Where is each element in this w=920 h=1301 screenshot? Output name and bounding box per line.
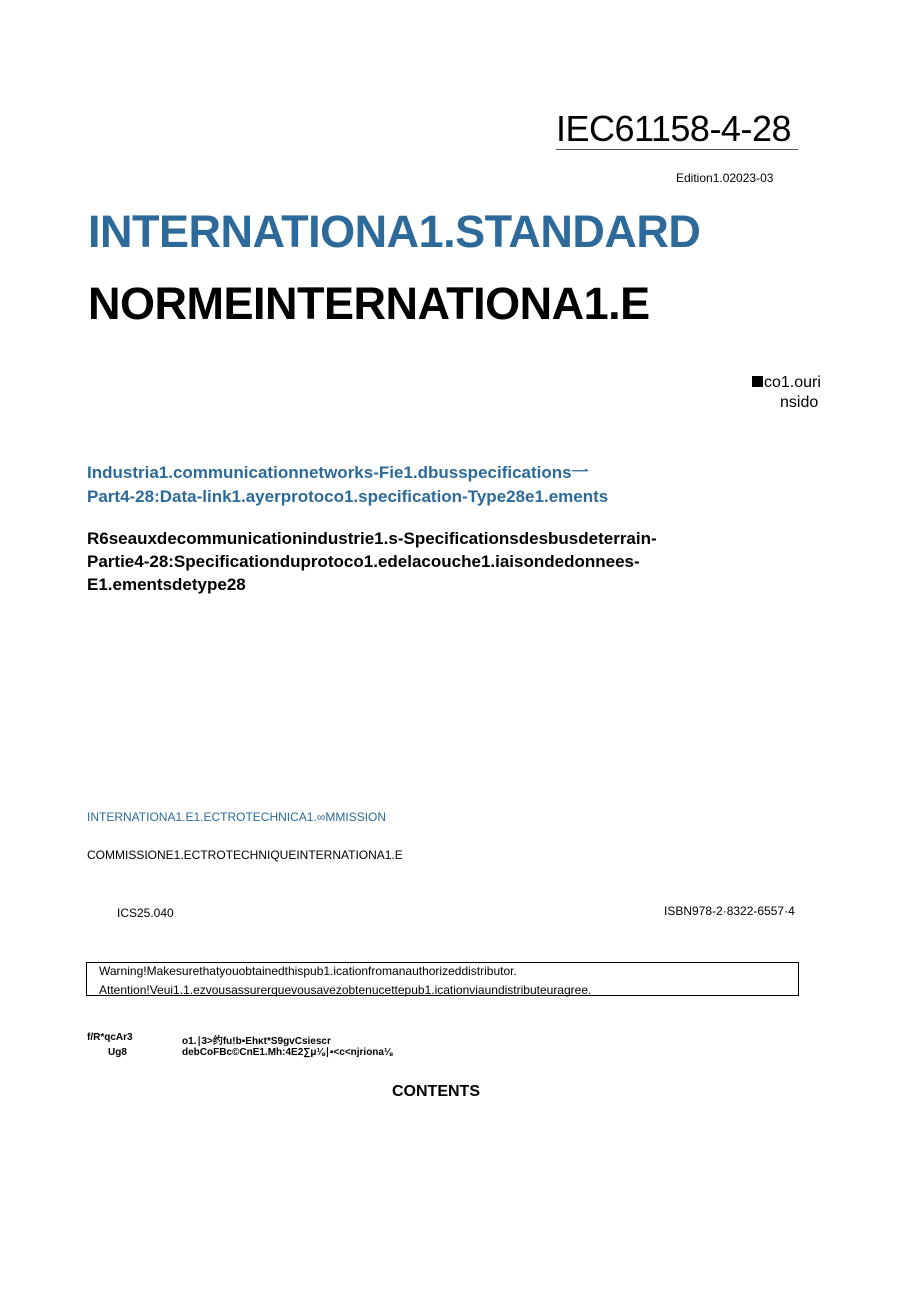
- description-english-line1: Industria1.communicationnetworks-Fie1.dbusspecifications一: [87, 463, 589, 482]
- meta-row1-right: o1.∣3>约fu!b▪Ehκt*S9gvCsiescr: [182, 1036, 331, 1047]
- description-french: [87, 527, 657, 596]
- description-french-line1: R6seauxdecommunicationindustrie1.s-Specificationsdesbusdeterrain-: [87, 529, 657, 548]
- organization-french: COMMISSIONE1.ECTROTECHNIQUEINTERNATIONA1.E: [87, 848, 403, 862]
- meta-row1-left: f/R*qcAr3: [87, 1032, 133, 1043]
- document-number-underline: [556, 149, 798, 150]
- description-english: [87, 461, 608, 509]
- distributor-warning-box: [86, 962, 799, 996]
- warning-french: Attention!Veui1.1.ezvousassurerquevousavezobtenucettepub1.icationviaundistributeuragree.: [99, 983, 592, 997]
- colour-badge-line2: nsido: [780, 394, 819, 409]
- isbn-code: ISBN978-2·8322-6557·4: [664, 904, 795, 918]
- ics-code: ICS25.040: [117, 906, 174, 920]
- meta-row2-left: Ug8: [108, 1047, 127, 1058]
- title-french: NORMEINTERNATIONA1.E: [88, 278, 650, 329]
- description-french-line2: Partie4-28:Specificationduprotoco1.edelacouche1.iaisondedonnees-: [87, 552, 640, 571]
- description-english-line2: Part4-28:Data-link1.ayerprotoco1.specification-Type28e1.ements: [87, 487, 609, 506]
- colour-square-icon: [752, 376, 763, 387]
- contents-heading: CONTENTS: [392, 1083, 480, 1100]
- warning-english: Warning!Makesurethatyouobtainedthispub1.icationfromanauthorizeddistributor.: [99, 964, 517, 978]
- colour-badge-line1: co1.ouri: [764, 374, 821, 391]
- document-number: IEC61158-4-28: [556, 108, 791, 149]
- title-english: INTERNATIONA1.STANDARD: [88, 206, 701, 257]
- meta-row2-right: debCoFBc©CnE1.Mh:4E2∑μ⅛∣▪<c<njriona⅛: [182, 1047, 393, 1058]
- edition-label: Edition1.02023-03: [676, 171, 774, 185]
- description-french-line3: E1.ementsdetype28: [87, 575, 246, 594]
- organization-english: INTERNATIONA1.E1.ECTROTECHNICA1.∞MMISSION: [87, 810, 387, 824]
- colour-inside-badge: [752, 373, 842, 409]
